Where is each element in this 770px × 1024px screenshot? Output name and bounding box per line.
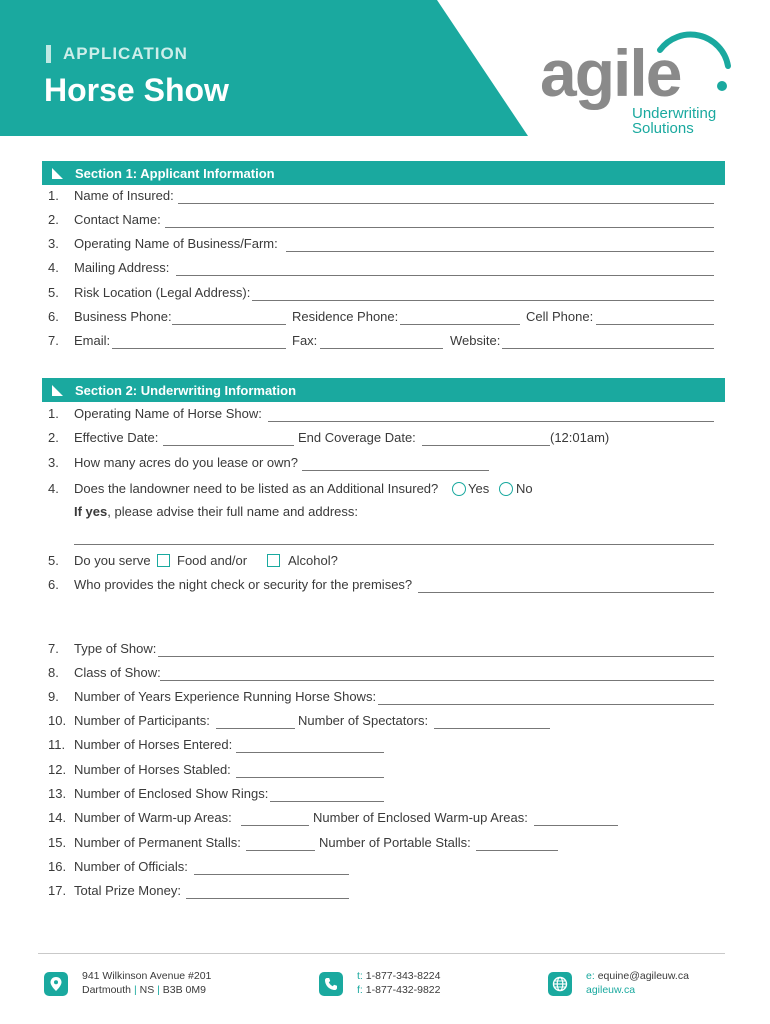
checkbox-label-food: Food and/or	[177, 553, 248, 568]
logo-subtitle-2: Solutions	[632, 120, 694, 137]
field-label: Number of Horses Stabled:	[74, 762, 231, 777]
enclosed-rings-input[interactable]	[270, 801, 384, 802]
field-label: Mailing Address:	[74, 260, 170, 275]
field-contact-name	[0, 210, 770, 230]
row-number: 13.	[48, 786, 67, 801]
footer-tel	[357, 969, 441, 983]
time-suffix: (12:01am)	[550, 430, 610, 445]
prize-money-input[interactable]	[186, 898, 349, 899]
row-number: 2.	[48, 212, 59, 227]
field-acres	[0, 453, 770, 473]
header-tag-text: APPLICATION	[63, 44, 188, 63]
officials-input[interactable]	[194, 874, 349, 875]
row-number: 2.	[48, 430, 59, 445]
field-risk-location	[0, 283, 770, 303]
food-checkbox[interactable]	[157, 554, 170, 567]
row-number: 4.	[48, 260, 59, 275]
field-horses-stabled	[0, 760, 770, 780]
name-of-insured-input[interactable]	[178, 203, 714, 204]
phone-icon	[319, 972, 343, 996]
field-label: Type of Show:	[74, 641, 157, 656]
participants-input[interactable]	[216, 728, 295, 729]
field-label: Number of Years Experience Running Horse Shows:	[74, 689, 377, 704]
field-label: Effective Date:	[74, 430, 159, 445]
night-check-input[interactable]	[418, 592, 714, 593]
field-label: Do you serve	[74, 553, 151, 568]
horses-stabled-input[interactable]	[236, 777, 384, 778]
footer-email	[586, 969, 689, 983]
field-officials	[0, 857, 770, 877]
field-mailing-address	[0, 258, 770, 278]
field-type-of-show	[0, 639, 770, 659]
effective-date-input[interactable]	[163, 445, 294, 446]
landowner-no-radio[interactable]	[499, 482, 513, 496]
section-1-title: Section 1: Applicant Information	[75, 165, 275, 181]
field-warmup-areas	[0, 808, 770, 828]
email-link[interactable]: equine@agileuw.ca	[597, 970, 689, 982]
checkbox-label-alcohol: Alcohol?	[288, 553, 338, 568]
end-coverage-date-input[interactable]	[422, 445, 550, 446]
address-line-1: 941 Wilkinson Avenue #201	[82, 970, 212, 982]
radio-label-no: No	[516, 481, 533, 496]
field-label: How many acres do you lease or own?	[74, 455, 299, 470]
field-horses-entered	[0, 735, 770, 755]
field-label: Who provides the night check or security for the premises?	[74, 577, 413, 592]
field-enclosed-rings	[0, 784, 770, 804]
email-input[interactable]	[112, 348, 286, 349]
footer-online	[586, 969, 689, 997]
page-title: Horse Show	[44, 72, 229, 108]
logo-subtitle-1: Underwriting	[632, 105, 717, 122]
field-label: Operating Name of Horse Show:	[74, 406, 262, 421]
field-label: Fax:	[292, 333, 318, 348]
if-yes-rest: , please advise their full name and address:	[107, 504, 359, 519]
field-operating-name-show	[0, 404, 770, 424]
row-number: 10.	[48, 713, 67, 728]
tel-number[interactable]: 1-877-343-8224	[365, 970, 441, 982]
section-corner-icon	[52, 168, 63, 179]
address-city: Dartmouth	[82, 984, 132, 996]
contact-name-input[interactable]	[165, 227, 714, 228]
field-night-check	[0, 575, 770, 595]
field-label: Class of Show:	[74, 665, 161, 680]
row-number: 12.	[48, 762, 67, 777]
operating-name-business-input[interactable]	[286, 251, 714, 252]
acres-input[interactable]	[302, 470, 489, 471]
field-dates	[0, 428, 770, 448]
field-label: Total Prize Money:	[74, 883, 181, 898]
logo-word: agile	[540, 36, 681, 110]
landowner-address-input[interactable]	[74, 544, 714, 545]
row-number: 14.	[48, 810, 67, 825]
field-label: Does the landowner need to be listed as an Additional Insured?	[74, 481, 439, 496]
fax-input[interactable]	[320, 348, 443, 349]
field-label: Business Phone:	[74, 309, 172, 324]
field-label: Name of Insured:	[74, 188, 174, 203]
row-number: 3.	[48, 236, 59, 251]
field-landowner	[0, 479, 770, 499]
footer-fax	[357, 983, 441, 997]
field-label: Number of Enclosed Warm-up Areas:	[313, 810, 528, 825]
section-1-header	[42, 161, 725, 185]
section-2-title: Section 2: Underwriting Information	[75, 382, 297, 398]
row-number: 5.	[48, 285, 59, 300]
if-yes-bold: If yes	[74, 504, 108, 519]
field-label: Number of Officials:	[74, 859, 188, 874]
field-landowner-details	[0, 502, 770, 522]
address-line-2	[82, 983, 211, 997]
address-province: NS	[139, 984, 155, 996]
field-serve	[0, 551, 770, 571]
field-label: End Coverage Date:	[298, 430, 416, 445]
type-of-show-input[interactable]	[158, 656, 714, 657]
risk-location-input[interactable]	[252, 300, 714, 301]
row-number: 9.	[48, 689, 59, 704]
field-label: Operating Name of Business/Farm:	[74, 236, 278, 251]
website-link[interactable]: agileuw.ca	[586, 984, 636, 996]
radio-label-yes: Yes	[468, 481, 490, 496]
years-experience-input[interactable]	[378, 704, 714, 705]
field-name-of-insured	[0, 186, 770, 206]
field-class-of-show	[0, 663, 770, 683]
business-phone-input[interactable]	[172, 324, 286, 325]
field-label: Number of Participants:	[74, 713, 210, 728]
field-label: Risk Location (Legal Address):	[74, 285, 251, 300]
globe-icon	[548, 972, 572, 996]
field-participants	[0, 711, 770, 731]
header-tag	[46, 44, 188, 64]
field-label: Number of Permanent Stalls:	[74, 835, 241, 850]
row-number: 15.	[48, 835, 67, 850]
address-separator: |	[157, 984, 160, 996]
section-corner-icon	[52, 385, 63, 396]
horses-entered-input[interactable]	[236, 752, 384, 753]
field-phones	[0, 307, 770, 327]
field-label: Cell Phone:	[526, 309, 594, 324]
row-number: 7.	[48, 333, 59, 348]
insurance-notice	[0, 608, 770, 628]
warmup-areas-input[interactable]	[241, 825, 309, 826]
row-number: 16.	[48, 859, 67, 874]
residence-phone-input[interactable]	[400, 324, 520, 325]
alcohol-checkbox[interactable]	[267, 554, 280, 567]
tel-prefix: t:	[357, 970, 363, 982]
footer-address	[82, 969, 211, 997]
tag-bar	[46, 45, 51, 63]
field-label: Residence Phone:	[292, 309, 399, 324]
field-label: Number of Warm-up Areas:	[74, 810, 232, 825]
email-prefix: e:	[586, 970, 595, 982]
row-number: 8.	[48, 665, 59, 680]
row-number: 5.	[48, 553, 59, 568]
field-label: Number of Horses Entered:	[74, 737, 233, 752]
fax-number: 1-877-432-9822	[365, 984, 441, 996]
field-label: Email:	[74, 333, 111, 348]
row-number: 1.	[48, 406, 59, 421]
footer-divider	[38, 953, 725, 954]
agile-logo	[540, 28, 740, 138]
row-number: 11.	[48, 737, 66, 752]
permanent-stalls-input[interactable]	[246, 850, 315, 851]
mailing-address-input[interactable]	[176, 275, 714, 276]
field-label: Number of Spectators:	[298, 713, 429, 728]
field-prize-money	[0, 881, 770, 901]
row-number: 6.	[48, 577, 59, 592]
website-input[interactable]	[502, 348, 714, 349]
field-label: Website:	[450, 333, 501, 348]
fax-prefix: f:	[357, 984, 363, 996]
field-label: Contact Name:	[74, 212, 161, 227]
row-number: 4.	[48, 481, 59, 496]
row-number: 17.	[48, 883, 67, 898]
portable-stalls-input[interactable]	[476, 850, 558, 851]
address-separator: |	[133, 984, 137, 996]
field-label: Number of Enclosed Show Rings:	[74, 786, 269, 801]
field-stalls	[0, 833, 770, 853]
field-label: Number of Portable Stalls:	[319, 835, 471, 850]
spectators-input[interactable]	[434, 728, 550, 729]
cell-phone-input[interactable]	[596, 324, 714, 325]
row-number: 6.	[48, 309, 59, 324]
field-operating-name-business	[0, 234, 770, 254]
landowner-yes-radio[interactable]	[452, 482, 466, 496]
field-landowner-address-line	[0, 527, 770, 547]
footer-phones	[357, 969, 441, 997]
address-postal: B3B 0M9	[162, 984, 206, 996]
row-number: 1.	[48, 188, 59, 203]
location-pin-icon	[44, 972, 68, 996]
row-number: 7.	[48, 641, 59, 656]
operating-name-show-input[interactable]	[268, 421, 714, 422]
if-yes-instruction	[74, 502, 358, 522]
row-number: 3.	[48, 455, 59, 470]
enclosed-warmup-areas-input[interactable]	[534, 825, 618, 826]
class-of-show-input[interactable]	[160, 680, 714, 681]
field-contact-online	[0, 331, 770, 351]
field-years-experience	[0, 687, 770, 707]
section-2-header	[42, 378, 725, 402]
